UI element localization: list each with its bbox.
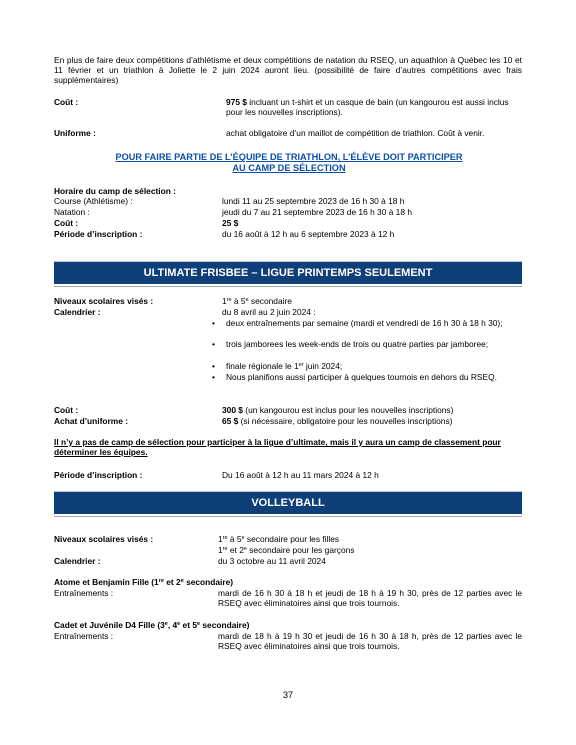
- ultimate-periode-label: Période d’inscription :: [54, 470, 143, 480]
- ultimate-bullet-sup: er: [298, 362, 304, 368]
- ultimate-bullet-item: [212, 339, 522, 349]
- volley-cadet-heading: [54, 620, 249, 630]
- volley-calendrier-value: du 3 octobre au 11 avril 2024: [218, 556, 326, 566]
- tri-cout-label: Coût :: [54, 97, 79, 107]
- ultimate-note: Il n’y a pas de camp de sélection pour participer à la ligue d’ultimate, mais il y aura un camp de classement pour déterminer les équipes.: [54, 437, 501, 457]
- tri-periode-value: du 16 août à 12 h au 6 septembre 2023 à 12 h: [222, 229, 395, 239]
- intro-paragraph: En plus de faire deux compétitions d’athlétisme et deux compétitions de natation du RSEQ, un aquathlon à Québec les 10 et 11 février et un triathlon à Joliette le 2 juin 2024 auront lieu. (possibilité de faire d’autres compétitions avec frais supplémentaires): [54, 55, 522, 85]
- volley-atome-part: secondaire): [183, 577, 234, 587]
- volley-niveaux-filles: [218, 534, 339, 544]
- ultimate-calendrier-label: Calendrier :: [54, 307, 101, 317]
- volleyball-banner: VOLLEYBALL: [54, 491, 522, 514]
- tri-horaire-label: Horaire du camp de sélection :: [54, 186, 176, 196]
- volley-cadet-sup: e: [177, 621, 181, 627]
- volley-niveaux-sup: re: [222, 546, 228, 552]
- ultimate-niveaux-part: 1: [222, 296, 227, 306]
- ultimate-bullet-item: [212, 372, 522, 382]
- volley-cadet-entr-label: Entraînements :: [54, 631, 114, 641]
- volley-niveaux-sup: re: [222, 535, 228, 541]
- volley-niveaux-part: secondaire pour les filles: [244, 534, 340, 544]
- volley-niveaux-part: et 2: [227, 545, 244, 555]
- volley-atome-sup: e: [180, 578, 184, 584]
- ultimate-divider: [54, 286, 522, 287]
- bullet-dot-icon: •: [212, 339, 215, 349]
- ultimate-cout-value: [222, 405, 453, 415]
- volleyball-divider: [54, 516, 522, 517]
- ultimate-banner: ULTIMATE FRISBEE – LIGUE PRINTEMPS SEULEMENT: [54, 261, 522, 284]
- volley-niveaux-part: secondaire pour les garçons: [246, 545, 355, 555]
- volley-cadet-part: , 4: [167, 620, 178, 630]
- volley-niveaux-part: 1: [218, 545, 223, 555]
- tri-natation-value: jeudi du 7 au 21 septembre 2023 de 16 h 30 à 18 h: [222, 207, 412, 217]
- tri-cout-value: [226, 97, 522, 117]
- ultimate-bullet-item: [212, 318, 522, 328]
- tri-cout2-value: 25 $: [222, 218, 239, 228]
- ultimate-bullet-item: [212, 361, 522, 371]
- volley-atome-heading: [54, 577, 233, 587]
- ultimate-periode-value: Du 16 août à 12 h au 11 mars 2024 à 12 h: [222, 470, 379, 480]
- volley-cadet-entr-value: mardi de 18 h à 19 h 30 et jeudi de 16 h 30 à 18 h, près de 12 parties avec le RSEQ avec éliminatoires ainsi que trois tournois.: [218, 631, 522, 651]
- page-number: 37: [282, 690, 293, 700]
- ultimate-niveaux-part: à 5: [231, 296, 246, 306]
- tri-uniforme-value: achat obligatoire d’un maillot de compétition de triathlon. Coût à venir.: [226, 128, 485, 138]
- ultimate-bullet-text: deux entraînements par semaine (mardi et vendredi de 16 h 30 à 18 h 30);: [226, 318, 503, 328]
- volley-cadet-part: secondaire): [200, 620, 250, 630]
- volley-niveaux-sup: e: [241, 535, 245, 541]
- volley-atome-sup: re: [158, 578, 164, 584]
- tri-selection-title-line-1: POUR FAIRE PARTIE DE L’ÉQUIPE DE TRIATHLON, L’ÉLÈVE DOIT PARTICIPER: [115, 152, 463, 162]
- volley-niveaux-label: Niveaux scolaires visés :: [54, 534, 154, 544]
- ultimate-achat-amount: 65 $: [222, 416, 239, 426]
- tri-cout-amount: 975 $: [226, 97, 247, 107]
- ultimate-niveaux-sup: re: [226, 297, 232, 303]
- ultimate-achat-value: [222, 416, 452, 426]
- volley-niveaux-sup: e: [243, 546, 247, 552]
- volley-niveaux-part: à 5: [227, 534, 242, 544]
- ultimate-bullet-text: finale régionale le 1: [226, 361, 299, 371]
- ultimate-calendrier-value: du 8 avril au 2 juin 2024 :: [222, 307, 316, 317]
- bullet-dot-icon: •: [212, 361, 215, 371]
- tri-cout-text: incluant un t-shirt et un casque de bain (un kangourou est aussi inclus pour les nouvelles inscriptions).: [226, 97, 509, 117]
- volley-cadet-part: et 5: [180, 620, 197, 630]
- ultimate-bullet-text: juin 2024;: [303, 361, 343, 371]
- tri-periode-label: Période d’inscription :: [54, 229, 143, 239]
- ultimate-bullet-text: trois jamborees les week-ends de trois ou quatre parties par jamboree;: [226, 339, 489, 349]
- ultimate-achat-label: Achat d’uniforme :: [54, 416, 128, 426]
- volley-cadet-sup: e: [164, 621, 168, 627]
- bullet-dot-icon: •: [212, 318, 215, 328]
- volley-atome-part: et 2: [163, 577, 181, 587]
- volley-cadet-sup: e: [196, 621, 201, 627]
- tri-course-label: Course (Athlétisme) :: [54, 196, 133, 206]
- ultimate-niveaux-value: [222, 296, 292, 306]
- tri-natation-label: Natation :: [54, 207, 90, 217]
- tri-uniforme-label: Uniforme :: [54, 128, 96, 138]
- ultimate-niveaux-sup: e: [245, 297, 249, 303]
- ultimate-niveaux-label: Niveaux scolaires visés :: [54, 296, 154, 306]
- ultimate-niveaux-part: secondaire: [248, 296, 292, 306]
- ultimate-achat-text: (si nécessaire, obligatoire pour les nouvelles inscriptions): [238, 416, 453, 426]
- ultimate-cout-label: Coût :: [54, 405, 79, 415]
- volley-atome-entr-label: Entraînements :: [54, 588, 114, 598]
- tri-course-value: lundi 11 au 25 septembre 2023 de 16 h 30 à 18 h: [222, 196, 405, 206]
- tri-cout2-label: Coût :: [54, 218, 79, 228]
- bullet-dot-icon: •: [212, 372, 215, 382]
- volley-calendrier-label: Calendrier :: [54, 556, 101, 566]
- volley-cadet-part: Cadet et Juvénile D4 Fille (3: [54, 620, 165, 630]
- tri-selection-title-line-2: AU CAMP DE SÉLECTION: [232, 163, 346, 173]
- volley-atome-part: Atome et Benjamin Fille (1: [54, 577, 159, 587]
- ultimate-cout-amount: 300 $: [222, 405, 243, 415]
- volley-niveaux-garcons: [218, 545, 354, 555]
- volley-atome-entr-value: mardi de 16 h 30 à 18 h et jeudi de 18 h à 19 h 30, près de 12 parties avec le RSEQ avec éliminatoires ainsi que trois tournois.: [218, 588, 522, 608]
- ultimate-bullet-text: Nous planifions aussi participer à quelques tournois en dehors du RSEQ.: [226, 372, 497, 382]
- ultimate-cout-text: (un kangourou est inclus pour les nouvelles inscriptions): [242, 405, 454, 415]
- volley-niveaux-part: 1: [218, 534, 223, 544]
